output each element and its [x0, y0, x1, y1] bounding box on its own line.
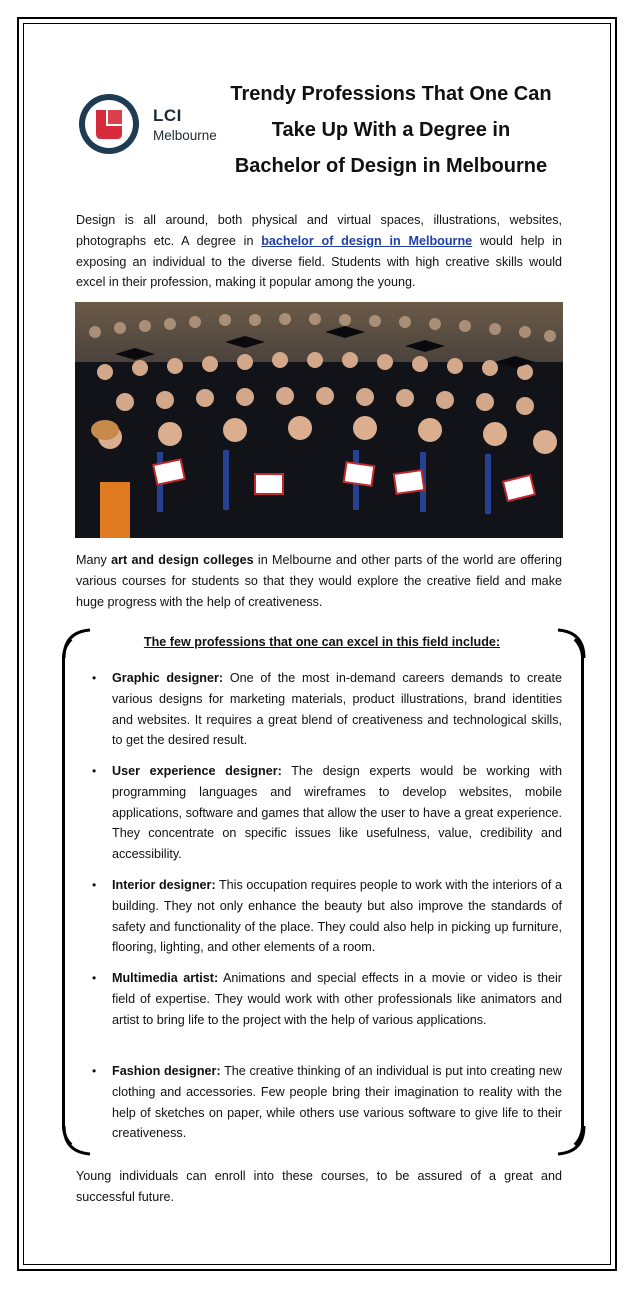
bullet-icon: • [92, 878, 97, 892]
intro-paragraph [76, 210, 562, 293]
closing-paragraph: Young individuals can enroll into these courses, to be assured of a great and successful future. [76, 1169, 562, 1204]
intro-text-a: Design is all around, both physical and virtual spaces, illustrations, websites, photographs etc. A degree in [76, 213, 562, 248]
title-line-1: Trendy Professions That One Can [230, 83, 552, 105]
list-item-interior-designer [112, 875, 562, 958]
lci-logo-mark-icon [76, 92, 146, 162]
item-text: The design experts would be working with programming languages and wireframes to develop websites, mobile applications, software and games that allow the user to have a great experience. They concentrate on specific issues like usefulness, value, credibility and accessibility. [112, 764, 562, 862]
bullet-icon: • [92, 1064, 97, 1078]
intro-text-b: would help in exposing an individual to the diverse field. Students with high creative skills would excel in their profession, making it popular among the young. [76, 233, 563, 290]
colleges-text-b: in Melbourne and other parts of the world are offering various courses for students so that they would explore the creative field and make huge progress with the help of creativeness. [76, 553, 562, 609]
item-text: Animations and special effects in a movie or video is their field of expertise. They would work with other professionals like animators and artist to bring life to the project with the help of various applications. [112, 971, 562, 1027]
list-item-fashion-designer [112, 1061, 562, 1144]
logo-lci-text: LCI [153, 106, 182, 125]
lci-logo [76, 92, 226, 160]
colleges-bold-term: art and design colleges [111, 553, 254, 567]
title-line-3: Bachelor of Design in Melbourne [234, 155, 548, 177]
bullet-icon: • [92, 764, 97, 778]
page-title [210, 76, 572, 184]
bracket-left-caps [62, 628, 92, 1156]
bullet-icon: • [92, 971, 97, 985]
list-item-ux-designer [112, 761, 562, 865]
title-line-2: Take Up With a Degree in [271, 119, 511, 141]
logo-city-text: Melbourne [153, 128, 217, 143]
bachelor-design-link[interactable]: bachelor of design in Melbourne [261, 233, 473, 248]
colleges-text-a: Many [76, 553, 112, 567]
item-term: Interior designer: [112, 878, 216, 892]
professions-heading: The few professions that one can excel in this field include: [143, 635, 501, 649]
item-text: This occupation requires people to work with the interiors of a building. They not only enhance the beauty but also improve the standards of safety and functionality of the place. They could also help in picking up furniture, flooring, lighting, and other elements of a room. [112, 878, 562, 955]
item-term: Multimedia artist: [112, 971, 219, 985]
item-text: One of the most in-demand careers demands to create various designs for marketing materials, product illustrations, brand identities and websites. It requires a great blend of creativeness and technological skills, to get the desired result. [112, 671, 562, 748]
bullet-icon: • [92, 671, 97, 685]
item-term: Graphic designer: [112, 671, 224, 685]
list-item-graphic-designer [112, 668, 562, 751]
colleges-paragraph [76, 550, 562, 612]
item-text: The creative thinking of an individual is put into creating new clothing and accessories. Few people bring their imagination to reality with the help of sketches on paper, while others use various software to give life to their creativeness. [112, 1064, 562, 1141]
item-term: Fashion designer: [112, 1064, 221, 1078]
list-item-multimedia-artist [112, 968, 562, 1030]
item-term: User experience designer: [112, 764, 282, 778]
graduation-photo [75, 302, 563, 538]
